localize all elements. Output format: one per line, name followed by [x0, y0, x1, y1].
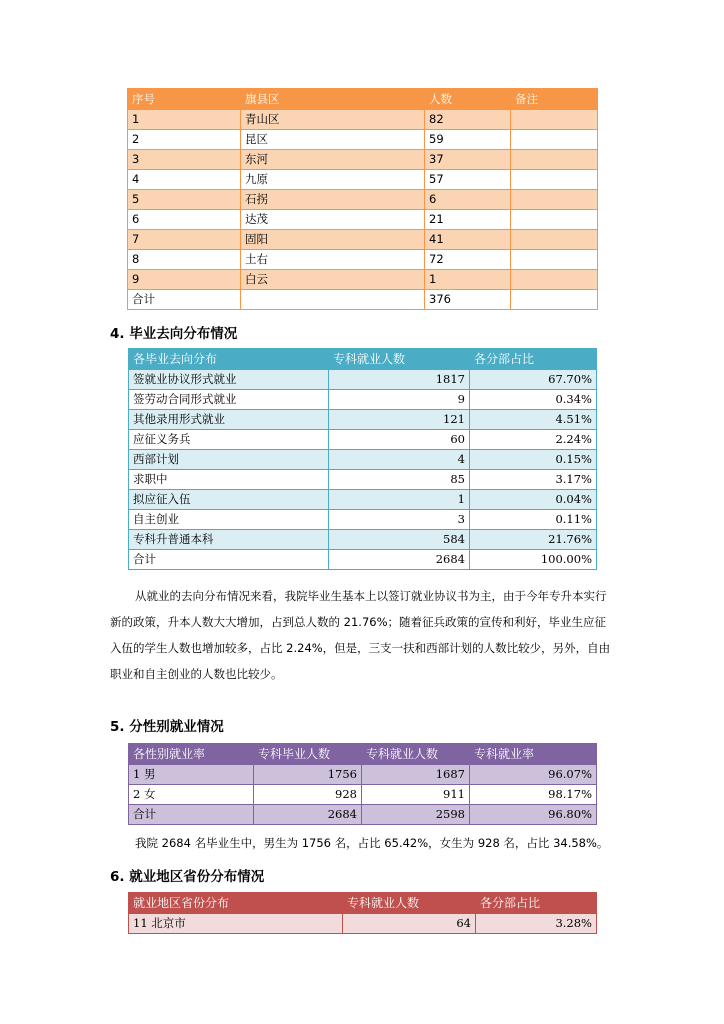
table-cell: 60: [329, 430, 470, 450]
table-cell: 4: [329, 450, 470, 470]
table-cell: 拟应征入伍: [129, 490, 329, 510]
table-cell: 求职中: [129, 470, 329, 490]
table-row: [128, 290, 598, 310]
table-row: [128, 190, 598, 210]
table-row: [128, 250, 598, 270]
column-header: 各分部占比: [470, 349, 597, 370]
column-header: 各性别就业率: [129, 744, 254, 765]
table-row: [129, 450, 597, 470]
table-cell: 3: [128, 150, 241, 170]
table-cell: 合计: [129, 805, 254, 825]
table-cell: 2 女: [129, 785, 254, 805]
column-header: 专科毕业人数: [254, 744, 362, 765]
table-cell: 11 北京市: [129, 914, 343, 934]
table-row: [129, 914, 597, 934]
table-row: [129, 765, 597, 785]
table-cell: 41: [425, 230, 511, 250]
table-row: [129, 490, 597, 510]
table-cell: 3: [329, 510, 470, 530]
table-row: [129, 550, 597, 570]
table-cell: 96.07%: [470, 765, 597, 785]
table-cell: 其他录用形式就业: [129, 410, 329, 430]
table-cell: 签劳动合同形式就业: [129, 390, 329, 410]
table-cell: 专科升普通本科: [129, 530, 329, 550]
table-row: [129, 430, 597, 450]
table-cell: 0.11%: [470, 510, 597, 530]
destination-paragraph: 从就业的去向分布情况来看，我院毕业生基本上以签订就业协议书为主，由于今年专升本实行新的政策，升本人数大大增加，占到总人数的 21.76%；随着征兵政策的宣传和利好，毕业生应征入伍的学生人数也增加较多，占比 2.24%，但是，三支一扶和西部计划的人数比较少，另外，自由职业和自主创业的人数也比较少。: [110, 589, 611, 681]
table-row: [129, 785, 597, 805]
table-cell: 1 男: [129, 765, 254, 785]
district-table: [127, 88, 598, 310]
table-cell: [511, 230, 598, 250]
table-cell: 西部计划: [129, 450, 329, 470]
table-cell: 昆区: [241, 130, 425, 150]
table-cell: 合计: [129, 550, 329, 570]
table-cell: 928: [254, 785, 362, 805]
table-cell: 57: [425, 170, 511, 190]
table-cell: 签就业协议形式就业: [129, 370, 329, 390]
column-header: 专科就业人数: [329, 349, 470, 370]
column-header: 各分部占比: [476, 893, 597, 914]
table-cell: 121: [329, 410, 470, 430]
table-row: [129, 510, 597, 530]
table-cell: 911: [362, 785, 470, 805]
table-row: [128, 270, 598, 290]
table-cell: 6: [425, 190, 511, 210]
section-heading-gender: 5. 分性别就业情况: [110, 719, 224, 735]
destination-table: [128, 348, 597, 570]
table-cell: 21.76%: [470, 530, 597, 550]
table-cell: 应征义务兵: [129, 430, 329, 450]
table-row: [128, 110, 598, 130]
table-cell: 5: [128, 190, 241, 210]
table-row: [128, 210, 598, 230]
table-cell: 1687: [362, 765, 470, 785]
table-cell: 59: [425, 130, 511, 150]
table-cell: 1: [128, 110, 241, 130]
table-cell: 合计: [128, 290, 241, 310]
table-cell: 96.80%: [470, 805, 597, 825]
table-cell: 72: [425, 250, 511, 270]
table-cell: 8: [128, 250, 241, 270]
table-cell: [241, 290, 425, 310]
table-cell: 1817: [329, 370, 470, 390]
table-cell: [511, 190, 598, 210]
table-cell: 2684: [254, 805, 362, 825]
table-header-row: [128, 89, 598, 110]
table-row: [128, 230, 598, 250]
table-cell: 3.17%: [470, 470, 597, 490]
table-cell: 青山区: [241, 110, 425, 130]
table-row: [129, 370, 597, 390]
table-cell: [511, 250, 598, 270]
column-header: 备注: [511, 89, 598, 110]
table-cell: 0.15%: [470, 450, 597, 470]
table-cell: 98.17%: [470, 785, 597, 805]
column-header: 旗县区: [241, 89, 425, 110]
column-header: 序号: [128, 89, 241, 110]
table-cell: 自主创业: [129, 510, 329, 530]
table-cell: 100.00%: [470, 550, 597, 570]
table-cell: 1: [329, 490, 470, 510]
table-cell: 2598: [362, 805, 470, 825]
section-heading-region: 6. 就业地区省份分布情况: [110, 869, 265, 885]
table-row: [128, 150, 598, 170]
table-cell: 9: [128, 270, 241, 290]
table-cell: 3.28%: [476, 914, 597, 934]
column-header: 专科就业人数: [343, 893, 476, 914]
table-cell: 东河: [241, 150, 425, 170]
table-cell: 9: [329, 390, 470, 410]
table-cell: [511, 270, 598, 290]
table-cell: 85: [329, 470, 470, 490]
table-cell: 石拐: [241, 190, 425, 210]
table-row: [128, 170, 598, 190]
table-cell: [511, 170, 598, 190]
table-cell: 82: [425, 110, 511, 130]
table-cell: [511, 290, 598, 310]
table-row: [128, 130, 598, 150]
table-cell: 67.70%: [470, 370, 597, 390]
gender-paragraph: 我院 2684 名毕业生中，男生为 1756 名，占比 65.42%，女生为 928 名，占比 34.58%。: [135, 836, 609, 850]
table-cell: 2.24%: [470, 430, 597, 450]
table-cell: 九原: [241, 170, 425, 190]
column-header: 就业地区省份分布: [129, 893, 343, 914]
table-cell: 土右: [241, 250, 425, 270]
column-header: 专科就业人数: [362, 744, 470, 765]
column-header: 专科就业率: [470, 744, 597, 765]
table-row: [129, 390, 597, 410]
table-cell: 4.51%: [470, 410, 597, 430]
table-cell: 7: [128, 230, 241, 250]
table-cell: 0.04%: [470, 490, 597, 510]
table-row: [129, 530, 597, 550]
table-row: [129, 410, 597, 430]
table-cell: [511, 110, 598, 130]
section-heading-destination: 4. 毕业去向分布情况: [110, 326, 238, 342]
table-header-row: [129, 349, 597, 370]
table-cell: 固阳: [241, 230, 425, 250]
table-cell: 1: [425, 270, 511, 290]
table-cell: [511, 210, 598, 230]
column-header: 各毕业去向分布: [129, 349, 329, 370]
table-row: [129, 805, 597, 825]
table-cell: 376: [425, 290, 511, 310]
table-cell: 4: [128, 170, 241, 190]
table-cell: 2684: [329, 550, 470, 570]
table-cell: 2: [128, 130, 241, 150]
table-header-row: [129, 893, 597, 914]
table-cell: 1756: [254, 765, 362, 785]
table-cell: 37: [425, 150, 511, 170]
table-cell: 21: [425, 210, 511, 230]
table-cell: 6: [128, 210, 241, 230]
table-cell: 白云: [241, 270, 425, 290]
table-header-row: [129, 744, 597, 765]
table-cell: 0.34%: [470, 390, 597, 410]
column-header: 人数: [425, 89, 511, 110]
table-cell: 达茂: [241, 210, 425, 230]
table-cell: 584: [329, 530, 470, 550]
table-row: [129, 470, 597, 490]
region-table: [128, 892, 597, 934]
table-cell: [511, 150, 598, 170]
gender-table: [128, 743, 597, 825]
table-cell: [511, 130, 598, 150]
table-cell: 64: [343, 914, 476, 934]
